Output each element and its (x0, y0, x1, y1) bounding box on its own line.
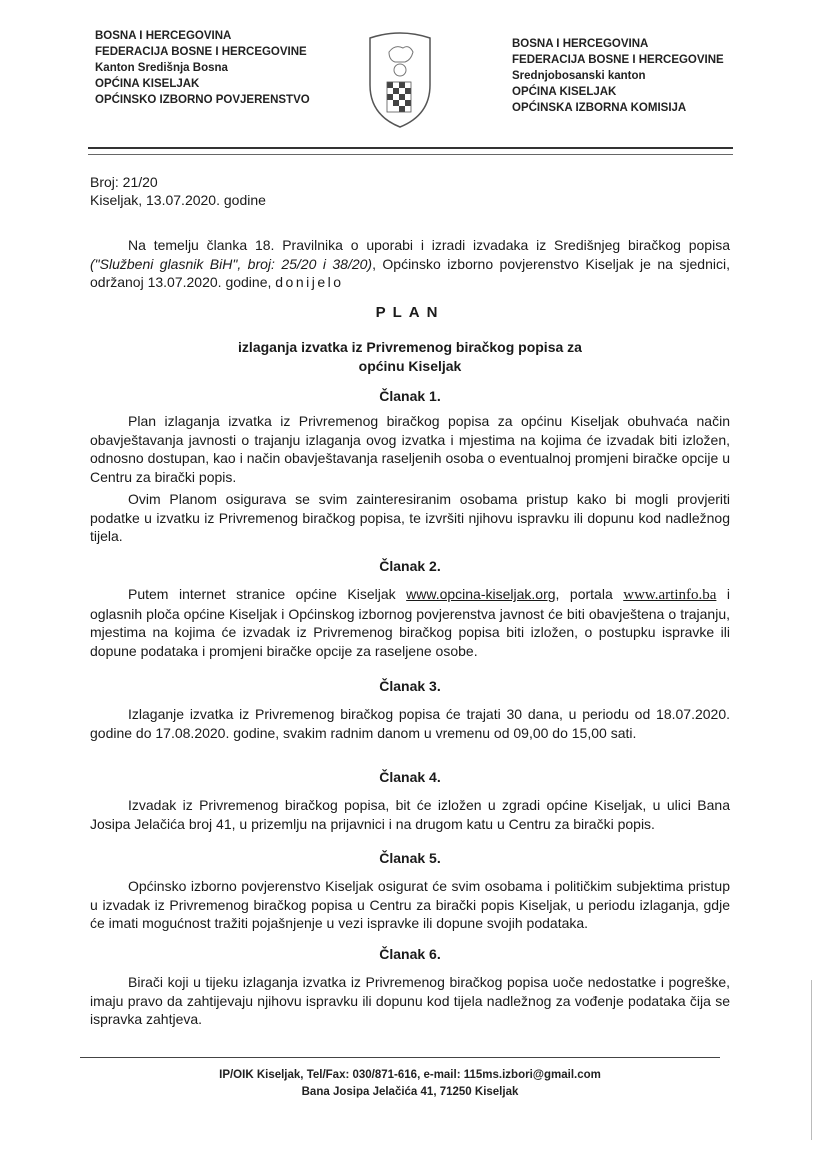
article-2-text: Putem internet stranice općine Kiseljak (128, 586, 407, 602)
plan-title: PLAN (375, 304, 445, 321)
article-5-heading: Članak 5. (379, 850, 441, 866)
artinfo-portal-link[interactable]: www.artinfo.ba (623, 587, 717, 603)
article-1-heading: Članak 1. (379, 388, 441, 404)
header-left-line: OPĆINSKO IZBORNO POVJERENSTVO (95, 94, 310, 106)
intro-text: Na temelju članka 18. Pravilnika o uporabi i izradi izvadaka iz Središnjeg biračkog popisa (128, 237, 730, 253)
header-left-line: BOSNA I HERCEGOVINA (95, 30, 232, 42)
coat-of-arms-icon (365, 30, 435, 130)
header-right-line: Srednjobosanski kanton (512, 70, 646, 82)
plan-subtitle-line: izlaganja izvatka iz Privremenog biračkog popisa za (238, 339, 582, 355)
document-number: Broj: 21/20 (90, 174, 158, 190)
gazette-reference: ("Službeni glasnik BiH", broj: 25/20 i 38/20) (90, 255, 373, 272)
header-divider (88, 147, 733, 149)
article-2-text: , portala (555, 586, 624, 602)
header-left-block (95, 28, 310, 108)
header-right-line: BOSNA I HERCEGOVINA (512, 38, 649, 50)
article-3-paragraph: Izlaganje izvatka iz Privremenog biračkog popisa će trajati 30 dana, u periodu od 18.07.2020. godine do 17.08.2020. godine, svakim radnim danom u vremenu od 09,00 do 15,00 sati. (90, 706, 730, 741)
article-2-heading: Članak 2. (379, 558, 441, 574)
document-date: Kiseljak, 13.07.2020. godine (90, 192, 266, 208)
intro-text-cont: , Općinsko izborno povjerenstvo Kiseljak je na sjednici, održanoj 13.07.2020. godine, (90, 255, 730, 290)
article-5-paragraph: Općinsko izborno povjerenstvo Kiseljak osigurat će svim osobama i političkim subjektima pristup u izvadak iz Privremenog biračkog popisa u Centru za birački popis Kiseljak, u periodu izlaganja, gdje će imati mogućnost tražiti pojašnjenje u vezi ispravke ili dopune svojih podataka. (90, 878, 730, 931)
header-left-line: FEDERACIJA BOSNE I HERCEGOVINE (95, 46, 307, 58)
article-3-heading: Članak 3. (379, 678, 441, 694)
article-4-heading: Članak 4. (379, 769, 441, 785)
article-6-paragraph: Birači koji u tijeku izlaganja izvatka iz Privremenog biračkog popisa uoče nedostatke i pogreške, imaju pravo da zahtijevaju njihovu ispravku ili dopunu kod tijela nadležnog za vođenje podataka čija se ispravka zahtjeva. (90, 974, 730, 1027)
article-1-paragraph-2: Ovim Planom osigurava se svim zainteresiranim osobama pristup kako bi mogli provjeriti podatke u izvatku iz Privremenog biračkog popisa, te izvršiti njihovu ispravku ili dopunu kod nadležnog tijela. (90, 491, 730, 544)
article-6-heading: Članak 6. (379, 946, 441, 962)
intro-paragraph (90, 236, 730, 292)
footer (90, 1067, 730, 1101)
article-4-paragraph: Izvadak iz Privremenog biračkog popisa, bit će izložen u zgradi općine Kiseljak, u ulici Bana Josipa Jelačića broj 41, u prizemlju na prijavnici i na drugom katu u Centru za birački popis. (90, 797, 730, 832)
plan-subtitle (90, 338, 730, 376)
intro-verb: donijelo (275, 274, 344, 290)
footer-divider (80, 1057, 720, 1058)
header-divider-thin (88, 154, 733, 155)
footer-contact: IP/OIK Kiseljak, Tel/Fax: 030/871-616, e-mail: 115ms.izbori@gmail.com (219, 1069, 601, 1081)
header-right-block (512, 36, 724, 116)
article-2-text: i oglasnih ploča općine Kiseljak i Općinskog izbornog povjerenstva javnost će biti obavještena o trajanju, mjestima na kojima će izvadak iz Privremenog biračkog popisa biti izložen, o postupku ispravke ili dopune podataka i promjeni biračke opcije za raseljene osobe. (90, 586, 731, 659)
article-1-paragraph-1: Plan izlaganja izvatka iz Privremenog biračkog popisa za općinu Kiseljak obuhvaća način obavještavanja javnosti o trajanju izlaganja ovog izvatka i mjestima na kojima će izvadak biti izložen, odnosno dostupan, kao i način obavještavanja raseljenih osoba o eventualnoj promjeni biračke opcije u Centru za birački popis. (90, 413, 730, 485)
header-left-line: OPĆINA KISELJAK (95, 78, 200, 90)
municipality-website-link[interactable]: www.opcina-kiseljak.org (406, 586, 556, 602)
article-2-paragraph (90, 585, 730, 660)
header-left-line: Kanton Središnja Bosna (95, 62, 228, 74)
scan-edge (811, 980, 812, 1140)
header-right-line: OPĆINA KISELJAK (512, 86, 617, 98)
footer-address: Bana Josipa Jelačića 41, 71250 Kiseljak (301, 1086, 519, 1098)
header-right-line: FEDERACIJA BOSNE I HERCEGOVINE (512, 54, 724, 66)
plan-subtitle-line: općinu Kiseljak (358, 358, 462, 374)
header-right-line: OPĆINSKA IZBORNA KOMISIJA (512, 102, 687, 114)
